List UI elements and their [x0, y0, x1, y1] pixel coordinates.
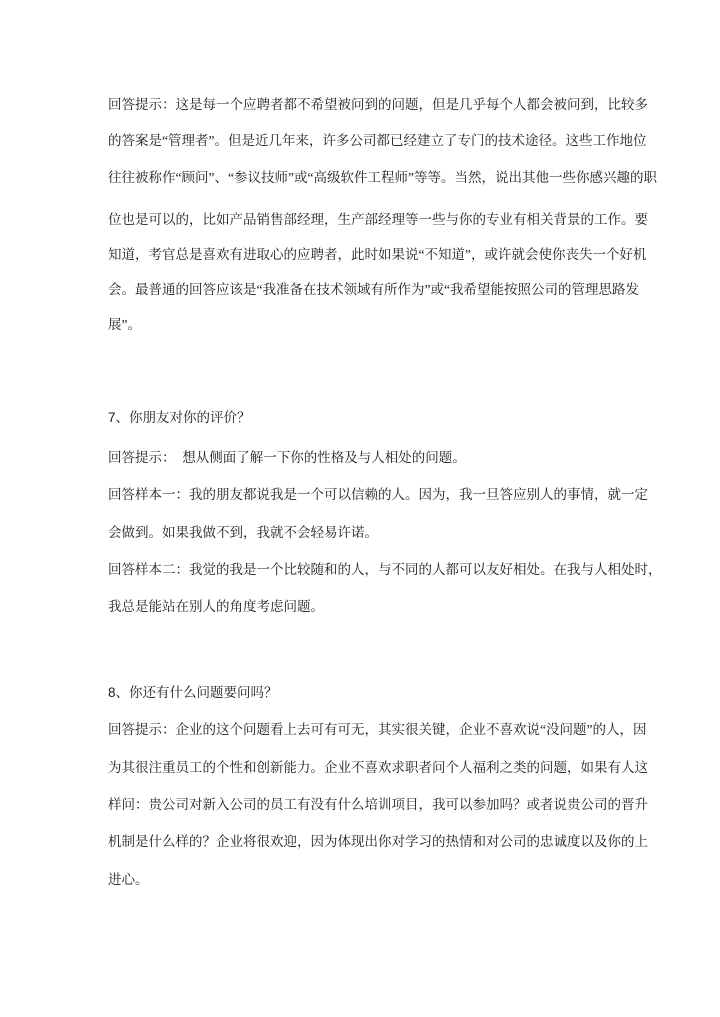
paragraph-line: 样问：贵公司对新入公司的员工有没有什么培训项目，我可以参加吗？或者说贵公司的晋升 — [108, 797, 648, 812]
paragraph-line: 为其很注重员工的个性和创新能力。企业不喜欢求职者问个人福利之类的问题，如果有人这 — [108, 760, 648, 775]
paragraph-line: 知道，考官总是喜欢有进取心的应聘者，此时如果说“不知道”，或许就会使你丧失一个好机 — [108, 247, 647, 262]
paragraph-line: 我总是能站在别人的角度考虑问题。 — [108, 599, 324, 614]
paragraph-line: 往往被称作“顾问”、“参议技师”或“高级软件工程师”等等。当然，说出其他一些你感兴趣的职 — [108, 170, 657, 185]
paragraph-line: 位也是可以的，比如产品销售部经理，生产部经理等一些与你的专业有相关背景的工作。要 — [108, 212, 648, 227]
question-heading: 7、你朋友对你的评价？ — [108, 410, 251, 425]
paragraph-line: 的答案是“管理者”。但是近几年来，许多公司都已经建立了专门的技术途径。这些工作地位 — [108, 133, 647, 148]
paragraph-line: 会做到。如果我做不到，我就不会轻易许诺。 — [108, 525, 378, 540]
paragraph-line: 回答提示：企业的这个问题看上去可有可无，其实很关键，企业不喜欢说“没问题”的人，因 — [108, 722, 647, 737]
paragraph-line: 会。最普通的回答应该是“我准备在技术领域有所作为”或“我希望能按照公司的管理思路发 — [108, 282, 639, 297]
question-heading: 8、你还有什么问题要问吗？ — [108, 685, 278, 700]
paragraph-line: 进心。 — [108, 872, 149, 887]
paragraph-line: 回答样本一：我的朋友都说我是一个可以信赖的人。因为，我一旦答应别人的事情，就一定 — [108, 487, 648, 502]
paragraph-line: 回答提示： 想从侧面了解一下你的性格及与人相处的问题。 — [108, 450, 466, 465]
paragraph-line: 回答提示：这是每一个应聘者都不希望被问到的问题，但是几乎每个人都会被问到，比较多 — [108, 97, 648, 112]
paragraph-line: 机制是什么样的？企业将很欢迎，因为体现出你对学习的热情和对公司的忠诚度以及你的上 — [108, 834, 648, 849]
paragraph-line: 回答样本二：我觉的我是一个比较随和的人，与不同的人都可以友好相处。在我与人相处时， — [108, 562, 662, 577]
paragraph-line: 展”。 — [108, 317, 141, 332]
